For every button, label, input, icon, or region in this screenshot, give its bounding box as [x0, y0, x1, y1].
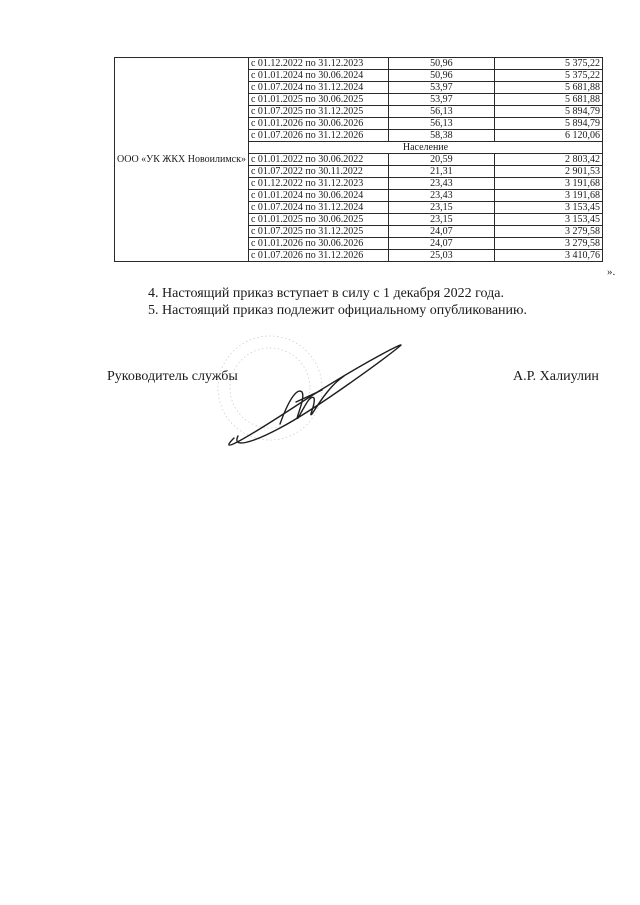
period-cell: с 01.01.2024 по 30.06.2024 — [248, 70, 388, 82]
period-cell: с 01.07.2026 по 31.12.2026 — [248, 250, 388, 262]
tariff-table — [114, 57, 603, 262]
amount-cell: 5 681,88 — [494, 94, 602, 106]
signature-stamp — [198, 326, 423, 461]
amount-cell: 3 279,58 — [494, 238, 602, 250]
period-cell: с 01.01.2025 по 30.06.2025 — [248, 94, 388, 106]
period-cell: с 01.07.2025 по 31.12.2025 — [248, 106, 388, 118]
period-cell: с 01.01.2025 по 30.06.2025 — [248, 214, 388, 226]
value-cell: 56,13 — [389, 118, 495, 130]
amount-cell: 3 279,58 — [494, 226, 602, 238]
amount-cell: 3 191,68 — [494, 178, 602, 190]
amount-cell: 3 410,76 — [494, 250, 602, 262]
clause-4: 4. Настоящий приказ вступает в силу с 1 декабря 2022 года. — [148, 286, 504, 301]
value-cell: 24,07 — [389, 226, 495, 238]
organization-cell: ООО «УК ЖКХ Новоилимск» — [115, 58, 249, 262]
period-cell: с 01.01.2026 по 30.06.2026 — [248, 238, 388, 250]
period-cell: с 01.07.2022 по 30.11.2022 — [248, 166, 388, 178]
value-cell: 25,03 — [389, 250, 495, 262]
amount-cell: 3 153,45 — [494, 214, 602, 226]
value-cell: 23,15 — [389, 214, 495, 226]
amount-cell: 5 375,22 — [494, 58, 602, 70]
section-label: Население — [248, 142, 602, 154]
handwritten-signature — [229, 345, 401, 445]
period-cell: с 01.01.2024 по 30.06.2024 — [248, 190, 388, 202]
amount-cell: 2 803,42 — [494, 154, 602, 166]
closing-quote: ». — [607, 266, 616, 278]
value-cell: 50,96 — [389, 58, 495, 70]
table-row — [115, 58, 603, 70]
period-cell: с 01.07.2026 по 31.12.2026 — [248, 130, 388, 142]
value-cell: 53,97 — [389, 82, 495, 94]
amount-cell: 5 894,79 — [494, 106, 602, 118]
value-cell: 23,43 — [389, 178, 495, 190]
amount-cell: 5 894,79 — [494, 118, 602, 130]
amount-cell: 6 120,06 — [494, 130, 602, 142]
value-cell: 56,13 — [389, 106, 495, 118]
value-cell: 20,59 — [389, 154, 495, 166]
signature-position: Руководитель службы — [107, 369, 238, 384]
period-cell: с 01.01.2026 по 30.06.2026 — [248, 118, 388, 130]
signature-name: А.Р. Халиулин — [513, 369, 599, 384]
amount-cell: 5 375,22 — [494, 70, 602, 82]
period-cell: с 01.07.2025 по 31.12.2025 — [248, 226, 388, 238]
amount-cell: 3 153,45 — [494, 202, 602, 214]
clause-5: 5. Настоящий приказ подлежит официальному опубликованию. — [148, 303, 527, 318]
value-cell: 53,97 — [389, 94, 495, 106]
period-cell: с 01.07.2024 по 31.12.2024 — [248, 82, 388, 94]
amount-cell: 3 191,68 — [494, 190, 602, 202]
value-cell: 58,38 — [389, 130, 495, 142]
value-cell: 50,96 — [389, 70, 495, 82]
tariff-table-body — [115, 58, 603, 262]
value-cell: 24,07 — [389, 238, 495, 250]
value-cell: 23,15 — [389, 202, 495, 214]
period-cell: с 01.12.2022 по 31.12.2023 — [248, 58, 388, 70]
value-cell: 23,43 — [389, 190, 495, 202]
amount-cell: 2 901,53 — [494, 166, 602, 178]
period-cell: с 01.12.2022 по 31.12.2023 — [248, 178, 388, 190]
amount-cell: 5 681,88 — [494, 82, 602, 94]
period-cell: с 01.07.2024 по 31.12.2024 — [248, 202, 388, 214]
value-cell: 21,31 — [389, 166, 495, 178]
period-cell: с 01.01.2022 по 30.06.2022 — [248, 154, 388, 166]
